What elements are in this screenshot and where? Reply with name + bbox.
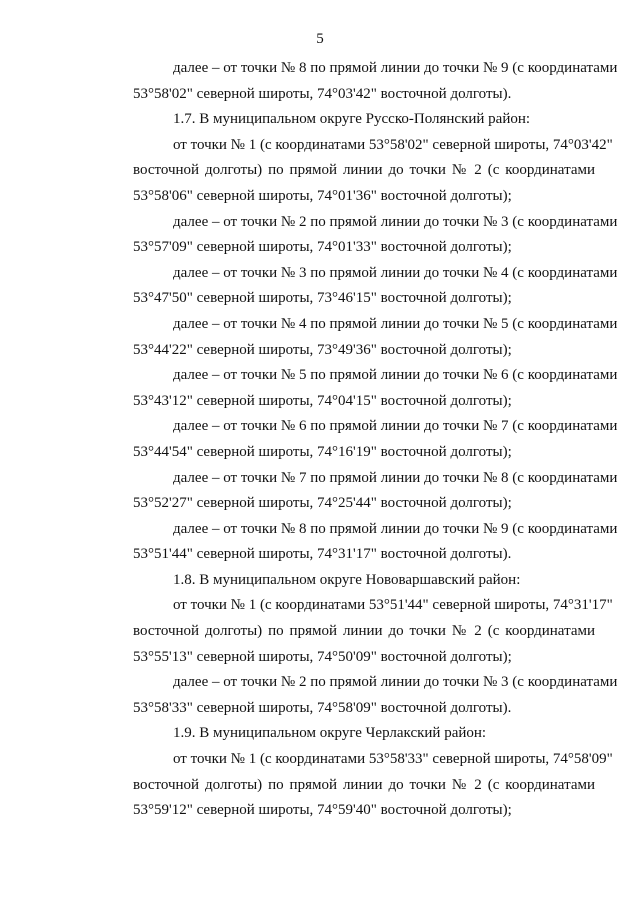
text-line: 53°51'44" северной широты, 74°31'17" восточной долготы). [133, 546, 512, 563]
text-line: от точки № 1 (с координатами 53°51'44" северной широты, 74°31'17" [173, 597, 613, 614]
text-line: восточной долготы) по прямой линии до точки № 2 (с координатами [133, 776, 595, 793]
paragraph-point-4 [93, 312, 618, 363]
document-body [93, 56, 618, 824]
paragraph-continuation [93, 56, 618, 107]
section-heading-text: 1.9. В муниципальном округе Черлакский район: [173, 725, 487, 742]
text-line: 53°44'22" северной широты, 73°49'36" восточной долготы); [133, 341, 512, 358]
text-line: восточной долготы) по прямой линии до точки № 2 (с координатами [133, 623, 595, 640]
text-line: далее – от точки № 4 по прямой линии до точки № 5 (с координатами [173, 315, 618, 332]
paragraph-point-1-novovarshavsky [93, 593, 613, 670]
text-line: далее – от точки № 2 по прямой линии до точки № 3 (с координатами [173, 213, 618, 230]
text-line: далее – от точки № 8 по прямой линии до точки № 9 (с координатами [173, 520, 618, 537]
section-heading-1-8 [93, 568, 595, 594]
text-line: 53°43'12" северной широты, 74°04'15" восточной долготы); [133, 392, 512, 409]
section-heading-text: 1.8. В муниципальном округе Нововаршавский район: [173, 571, 521, 588]
text-line: 53°59'12" северной широты, 74°59'40" восточной долготы); [133, 802, 512, 819]
text-line: 53°55'13" северной широты, 74°50'09" восточной долготы); [133, 648, 512, 665]
paragraph-point-2-novovarshavsky [93, 670, 618, 721]
paragraph-point-2 [93, 210, 618, 261]
text-line: восточной долготы) по прямой линии до точки № 2 (с координатами [133, 162, 595, 179]
text-line: далее – от точки № 2 по прямой линии до точки № 3 (с координатами [173, 674, 618, 691]
text-line: от точки № 1 (с координатами 53°58'33" северной широты, 74°58'09" [173, 751, 613, 768]
page-number: 5 [316, 31, 324, 47]
text-line: 53°57'09" северной широты, 74°01'33" восточной долготы); [133, 239, 512, 256]
paragraph-point-8 [93, 517, 618, 568]
text-line: далее – от точки № 5 по прямой линии до точки № 6 (с координатами [173, 367, 618, 384]
text-line: далее – от точки № 8 по прямой линии до точки № 9 (с координатами [173, 60, 618, 76]
text-line: от точки № 1 (с координатами 53°58'02" северной широты, 74°03'42" [173, 136, 613, 153]
paragraph-point-3 [93, 261, 618, 312]
text-line: далее – от точки № 6 по прямой линии до точки № 7 (с координатами [173, 418, 618, 435]
paragraph-point-1-cherlaksky [93, 747, 613, 824]
text-line: 53°58'06" северной широты, 74°01'36" восточной долготы); [133, 187, 512, 204]
text-line: далее – от точки № 3 по прямой линии до точки № 4 (с координатами [173, 264, 618, 281]
text-line: 53°58'02" северной широты, 74°03'42" восточной долготы). [133, 85, 512, 102]
section-heading-1-9 [93, 721, 595, 747]
paragraph-point-6 [93, 414, 618, 465]
paragraph-point-5 [93, 363, 618, 414]
text-line: 53°47'50" северной широты, 73°46'15" восточной долготы); [133, 290, 512, 307]
paragraph-point-7 [93, 466, 618, 517]
text-line: 53°52'27" северной широты, 74°25'44" восточной долготы); [133, 495, 512, 512]
text-line: 53°44'54" северной широты, 74°16'19" восточной долготы); [133, 443, 512, 460]
section-heading-1-7 [93, 107, 595, 133]
paragraph-point-1 [93, 133, 613, 210]
section-heading-text: 1.7. В муниципальном округе Русско-Полянский район: [173, 111, 531, 128]
text-line: 53°58'33" северной широты, 74°58'09" восточной долготы). [133, 699, 512, 716]
text-line: далее – от точки № 7 по прямой линии до точки № 8 (с координатами [173, 469, 618, 486]
